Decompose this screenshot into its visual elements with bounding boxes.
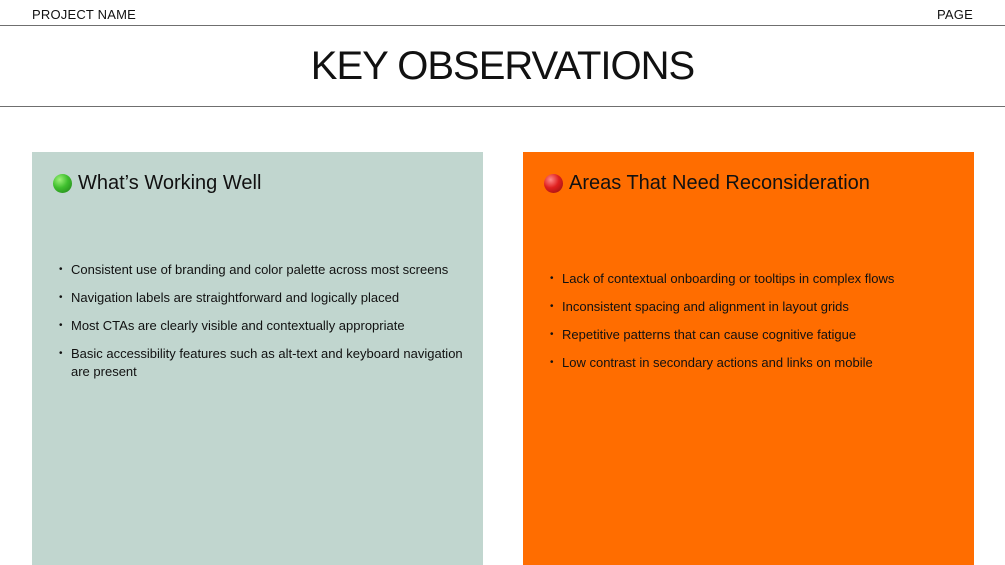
reconsideration-panel [523,152,974,565]
list-item: • Consistent use of branding and color palette across most screens [59,261,463,279]
list-item: • Basic accessibility features such as alt-text and keyboard navigation are present [59,345,463,381]
reconsideration-heading [544,172,870,195]
list-item: • Most CTAs are clearly visible and contextually appropriate [59,317,463,335]
red-circle-icon [544,174,563,193]
reconsideration-heading-text: Areas That Need Reconsideration [569,172,870,194]
list-item: • Lack of contextual onboarding or tooltips in complex flows [550,270,954,288]
working-well-heading [53,172,261,195]
working-well-heading-text: What’s Working Well [78,172,262,194]
list-item: • Inconsistent spacing and alignment in layout grids [550,298,954,316]
list-item: • Repetitive patterns that can cause cognitive fatigue [550,326,954,344]
list-item: • Navigation labels are straightforward and logically placed [59,289,463,307]
green-circle-icon [53,174,72,193]
top-header-bar [0,0,1005,26]
working-well-panel [32,152,483,565]
working-well-list [59,261,463,391]
page-label: PAGE [937,7,973,22]
reconsideration-list [550,270,954,382]
title-band [0,26,1005,107]
list-item: • Low contrast in secondary actions and links on mobile [550,354,954,372]
page-title: KEY OBSERVATIONS [310,44,695,88]
project-name: PROJECT NAME [32,7,137,22]
